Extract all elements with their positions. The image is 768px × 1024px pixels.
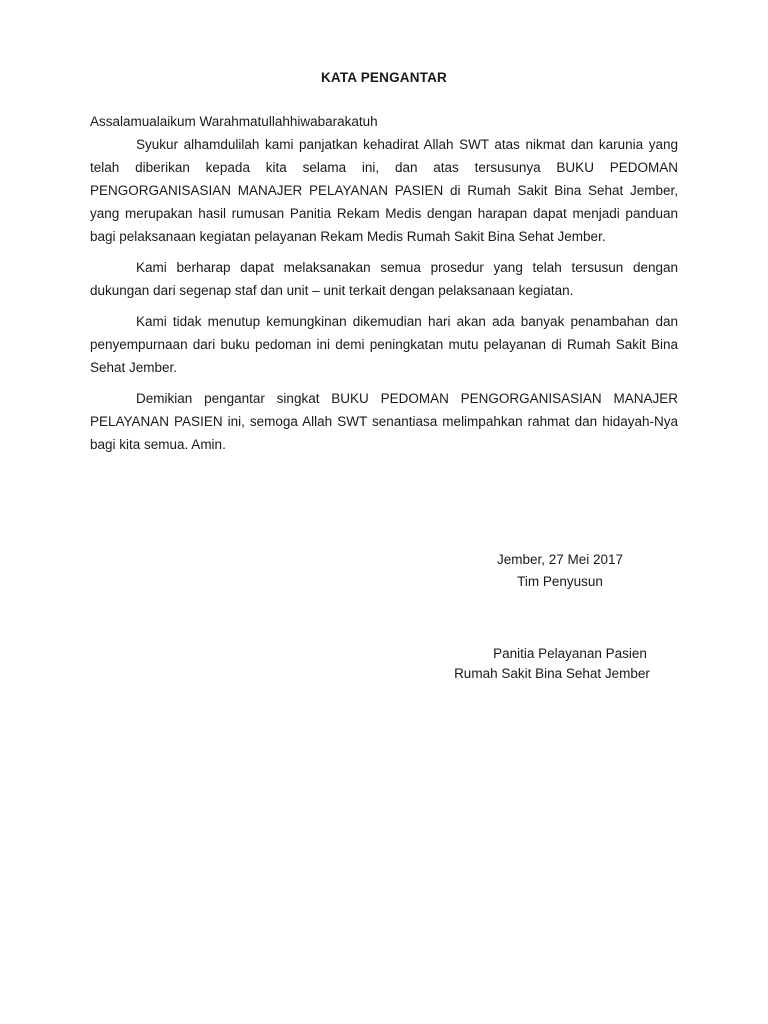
- paragraph-4: Demikian pengantar singkat BUKU PEDOMAN PENGORGANISASIAN MANAJER PELAYANAN PASIEN ini, semoga Allah SWT senantiasa melimpahkan rahmat dan hidayah-Nya bagi kita semua. Amin.: [90, 391, 678, 452]
- page-title: KATA PENGANTAR: [320, 70, 448, 85]
- document-body: [90, 110, 678, 464]
- paragraph-1: Syukur alhamdulilah kami panjatkan kehadirat Allah SWT atas nikmat dan karunia yang telah diberikan kepada kita selama ini, dan atas tersusunya BUKU PEDOMAN PENGORGANISASIAN MANAJER PELAYANAN PASIEN di Rumah Sakit Bina Sehat Jember, yang merupakan hasil rumusan Panitia Rekam Medis dengan harapan dapat menjadi panduan bagi pelaksanaan kegiatan pelayanan Rekam Medis Rumah Sakit Bina Sehat Jember.: [90, 137, 678, 244]
- paragraph-3: Kami tidak menutup kemungkinan dikemudian hari akan ada banyak penambahan dan penyempurnaan dari buku pedoman ini demi peningkatan mutu pelayanan di Rumah Sakit Bina Sehat Jember.: [90, 314, 678, 375]
- signature-committee: Panitia Pelayanan Pasien: [493, 646, 647, 661]
- greeting: Assalamualaikum Warahmatullahhiwabarakatuh: [90, 114, 378, 129]
- signature-place-date: Jember, 27 Mei 2017: [496, 552, 624, 567]
- signature-team: Tim Penyusun: [517, 574, 603, 589]
- paragraph-2: Kami berharap dapat melaksanakan semua prosedur yang telah tersusun dengan dukungan dari segenap staf dan unit – unit terkait dengan pelaksanaan kegiatan.: [90, 260, 678, 298]
- signature-institution: Rumah Sakit Bina Sehat Jember: [454, 666, 650, 681]
